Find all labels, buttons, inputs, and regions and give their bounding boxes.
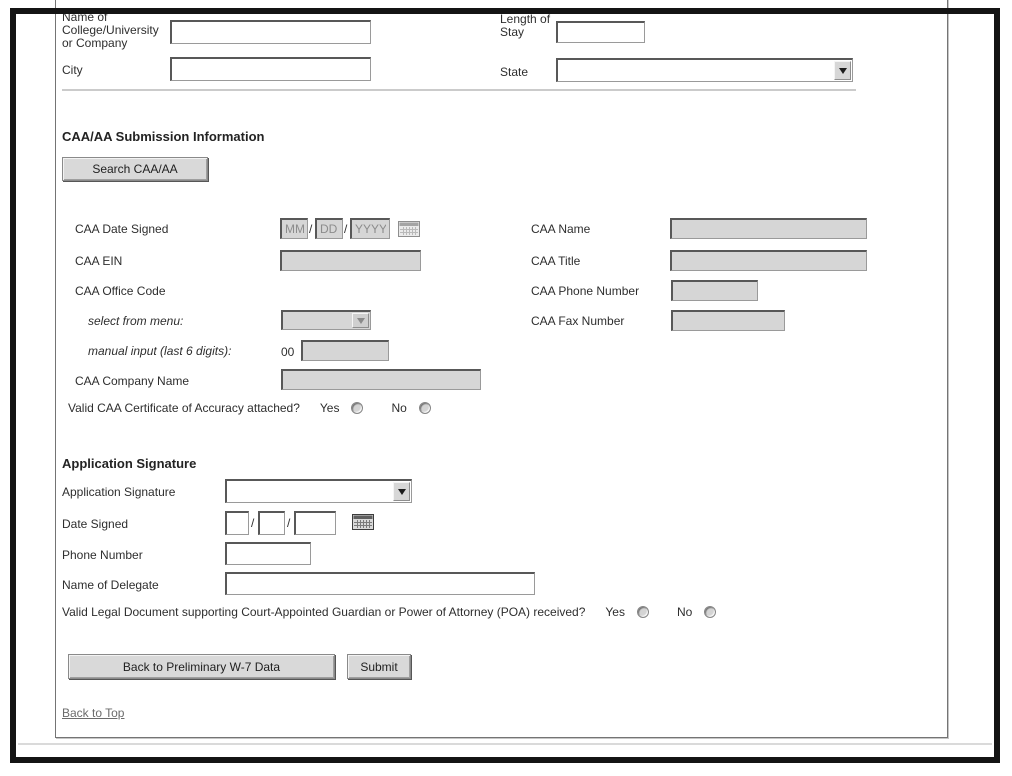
length-of-stay-input[interactable] <box>556 21 645 43</box>
date-separator: / <box>287 516 291 530</box>
poa-yes-radio[interactable] <box>637 606 649 618</box>
caa-date-yyyy-input[interactable] <box>350 218 390 239</box>
state-select[interactable] <box>556 58 853 82</box>
date-separator: / <box>344 222 348 236</box>
caa-ein-label: CAA EIN <box>75 254 123 268</box>
phone-number-input[interactable] <box>225 542 311 565</box>
caa-title-label: CAA Title <box>531 254 581 268</box>
caa-fax-input[interactable] <box>671 310 785 331</box>
calendar-icon[interactable] <box>398 221 420 240</box>
yes-label: Yes <box>605 605 625 619</box>
search-caa-button[interactable]: Search CAA/AA <box>62 157 208 181</box>
manual-input-prefix: 00 <box>281 345 295 359</box>
section-divider <box>62 89 856 91</box>
date-signed-dd-input[interactable] <box>258 511 285 535</box>
college-input[interactable] <box>170 20 371 44</box>
name-of-delegate-input[interactable] <box>225 572 535 595</box>
chevron-down-icon <box>393 482 410 501</box>
caa-ein-input[interactable] <box>280 250 421 271</box>
caa-office-code-label: CAA Office Code <box>75 284 166 298</box>
caa-company-name-label: CAA Company Name <box>75 374 190 388</box>
phone-number-label: Phone Number <box>62 548 143 562</box>
caa-date-dd-input[interactable] <box>315 218 343 239</box>
caa-section-heading: CAA/AA Submission Information <box>62 129 265 144</box>
date-separator: / <box>251 516 255 530</box>
date-signed-yyyy-input[interactable] <box>294 511 336 535</box>
college-label: Name of College/University or Company <box>62 10 159 50</box>
state-label: State <box>500 65 529 79</box>
caa-certificate-question-row <box>68 401 431 415</box>
no-label: No <box>676 605 693 619</box>
footer-rule <box>18 743 992 745</box>
caa-date-signed-label: CAA Date Signed <box>75 222 169 236</box>
form-panel <box>55 0 948 738</box>
poa-question-row <box>62 605 716 619</box>
back-to-preliminary-button[interactable]: Back to Preliminary W-7 Data <box>68 654 335 679</box>
caa-phone-label: CAA Phone Number <box>531 284 640 298</box>
caa-certificate-question: Valid CAA Certificate of Accuracy attached? <box>68 401 300 415</box>
poa-no-radio[interactable] <box>704 606 716 618</box>
caa-certificate-yes-radio[interactable] <box>351 402 363 414</box>
date-signed-label: Date Signed <box>62 517 129 531</box>
caa-name-label: CAA Name <box>531 222 591 236</box>
manual-input-label: manual input (last 6 digits): <box>88 344 232 358</box>
select-from-menu-label: select from menu: <box>88 314 184 328</box>
poa-question: Valid Legal Document supporting Court-Appointed Guardian or Power of Attorney (POA) received? <box>62 605 586 619</box>
calendar-icon[interactable] <box>352 514 374 533</box>
signature-section-heading: Application Signature <box>62 456 197 471</box>
no-label: No <box>391 401 407 415</box>
caa-phone-input[interactable] <box>671 280 758 301</box>
caa-name-input[interactable] <box>670 218 867 239</box>
back-to-top-link[interactable]: Back to Top <box>62 706 125 720</box>
city-input[interactable] <box>170 57 371 81</box>
city-label: City <box>62 63 83 77</box>
date-separator: / <box>309 222 313 236</box>
chevron-down-icon <box>352 313 369 328</box>
name-of-delegate-label: Name of Delegate <box>62 578 159 592</box>
chevron-down-icon <box>834 61 851 80</box>
yes-label: Yes <box>319 401 340 415</box>
application-signature-select[interactable] <box>225 479 412 503</box>
caa-fax-label: CAA Fax Number <box>531 314 625 328</box>
length-of-stay-label: Length of Stay <box>500 12 551 39</box>
caa-office-code-manual-input[interactable] <box>301 340 389 361</box>
application-signature-label: Application Signature <box>62 485 176 499</box>
caa-company-name-input[interactable] <box>281 369 481 390</box>
caa-office-code-select[interactable] <box>281 310 371 330</box>
caa-title-input[interactable] <box>670 250 867 271</box>
submit-button[interactable]: Submit <box>347 654 411 679</box>
caa-certificate-no-radio[interactable] <box>419 402 431 414</box>
date-signed-mm-input[interactable] <box>225 511 249 535</box>
caa-date-mm-input[interactable] <box>280 218 308 239</box>
